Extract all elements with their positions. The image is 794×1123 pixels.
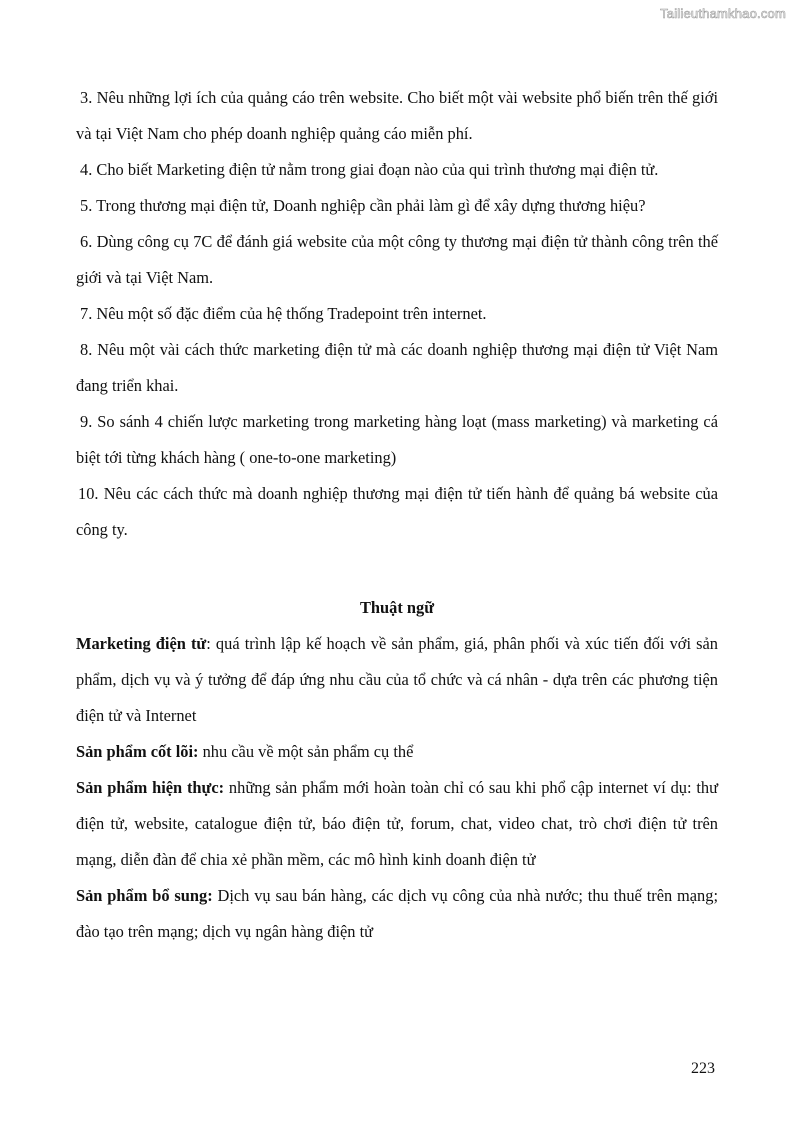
glossary-term: Sản phẩm hiện thực: <box>76 778 225 797</box>
glossary-entry <box>76 734 718 770</box>
glossary-list <box>76 626 718 950</box>
question-item <box>76 152 718 188</box>
glossary-entry <box>76 878 718 950</box>
question-number: 8. <box>80 340 93 359</box>
question-text: Cho biết Marketing điện tử nằm trong giai đoạn nào của qui trình thương mại điện tử. <box>96 160 659 179</box>
glossary-term: Marketing điện tử <box>76 634 207 653</box>
question-list <box>76 80 718 548</box>
question-text: Nêu những lợi ích của quảng cáo trên website. Cho biết một vài website phổ biến trên thế giới và tại Việt Nam cho phép doanh nghiệp quảng cáo miễn phí. <box>76 88 719 143</box>
question-text: Nêu các cách thức mà doanh nghiệp thương mại điện tử tiến hành để quảng bá website của công ty. <box>76 484 718 539</box>
question-number: 3. <box>80 88 93 107</box>
question-number: 5. <box>80 196 93 215</box>
glossary-definition: những sản phẩm mới hoàn toàn chỉ có sau khi phổ cập internet ví dụ: thư điện tử, website, catalogue điện tử, báo điện tử, forum, chat, video chat, trò chơi điện tử trên mạng, diễn đàn để chia xẻ phần mềm, các mô hình kinh doanh điện tử <box>76 778 718 869</box>
glossary-definition: quá trình lập kế hoạch về sản phẩm, giá, phân phối và xúc tiến đối với sản phẩm, dịch vụ và ý tưởng để đáp ứng nhu cầu của tổ chức và cá nhân - dựa trên các phương tiện điện tử và Internet <box>76 634 718 725</box>
question-number: 7. <box>80 304 93 323</box>
question-item <box>76 476 718 548</box>
page-number: 223 <box>691 1060 715 1077</box>
question-text: Dùng công cụ 7C để đánh giá website của một công ty thương mại điện tử thành công trên thế giới và tại Việt Nam. <box>76 232 718 287</box>
question-item <box>76 296 718 332</box>
glossary-term: Sản phẩm cốt lõi: <box>76 742 199 761</box>
watermark: Tailieuthamkhao.com <box>660 6 786 21</box>
page-content <box>76 80 718 950</box>
question-item <box>76 188 718 224</box>
glossary-separator: : <box>206 634 211 653</box>
question-number: 4. <box>80 160 93 179</box>
question-number: 10. <box>78 484 99 503</box>
question-item <box>76 80 718 152</box>
glossary-definition: Dịch vụ sau bán hàng, các dịch vụ công của nhà nước; thu thuế trên mạng; đào tạo trên mạng; dịch vụ ngân hàng điện tử <box>76 886 718 941</box>
question-item <box>76 332 718 404</box>
question-number: 9. <box>80 412 93 431</box>
question-number: 6. <box>80 232 93 251</box>
glossary-definition: nhu cầu về một sản phẩm cụ thể <box>198 742 414 761</box>
question-item <box>76 404 718 476</box>
question-text: Trong thương mại điện tử, Doanh nghiệp cần phải làm gì để xây dựng thương hiệu? <box>96 196 646 215</box>
question-text: Nêu một số đặc điểm của hệ thống Tradepoint trên internet. <box>96 304 487 323</box>
glossary-entry <box>76 770 718 878</box>
question-text: So sánh 4 chiến lược marketing trong marketing hàng loạt (mass marketing) và marketing cá biệt tới từng khách hàng ( one-to-one marketing) <box>76 412 718 467</box>
glossary-title: Thuật ngữ <box>359 598 435 617</box>
glossary-entry <box>76 626 718 734</box>
question-item <box>76 224 718 296</box>
glossary-term: Sản phẩm bổ sung: <box>76 886 213 905</box>
question-text: Nêu một vài cách thức marketing điện tử mà các doanh nghiệp thương mại điện tử Việt Nam đang triển khai. <box>76 340 718 395</box>
